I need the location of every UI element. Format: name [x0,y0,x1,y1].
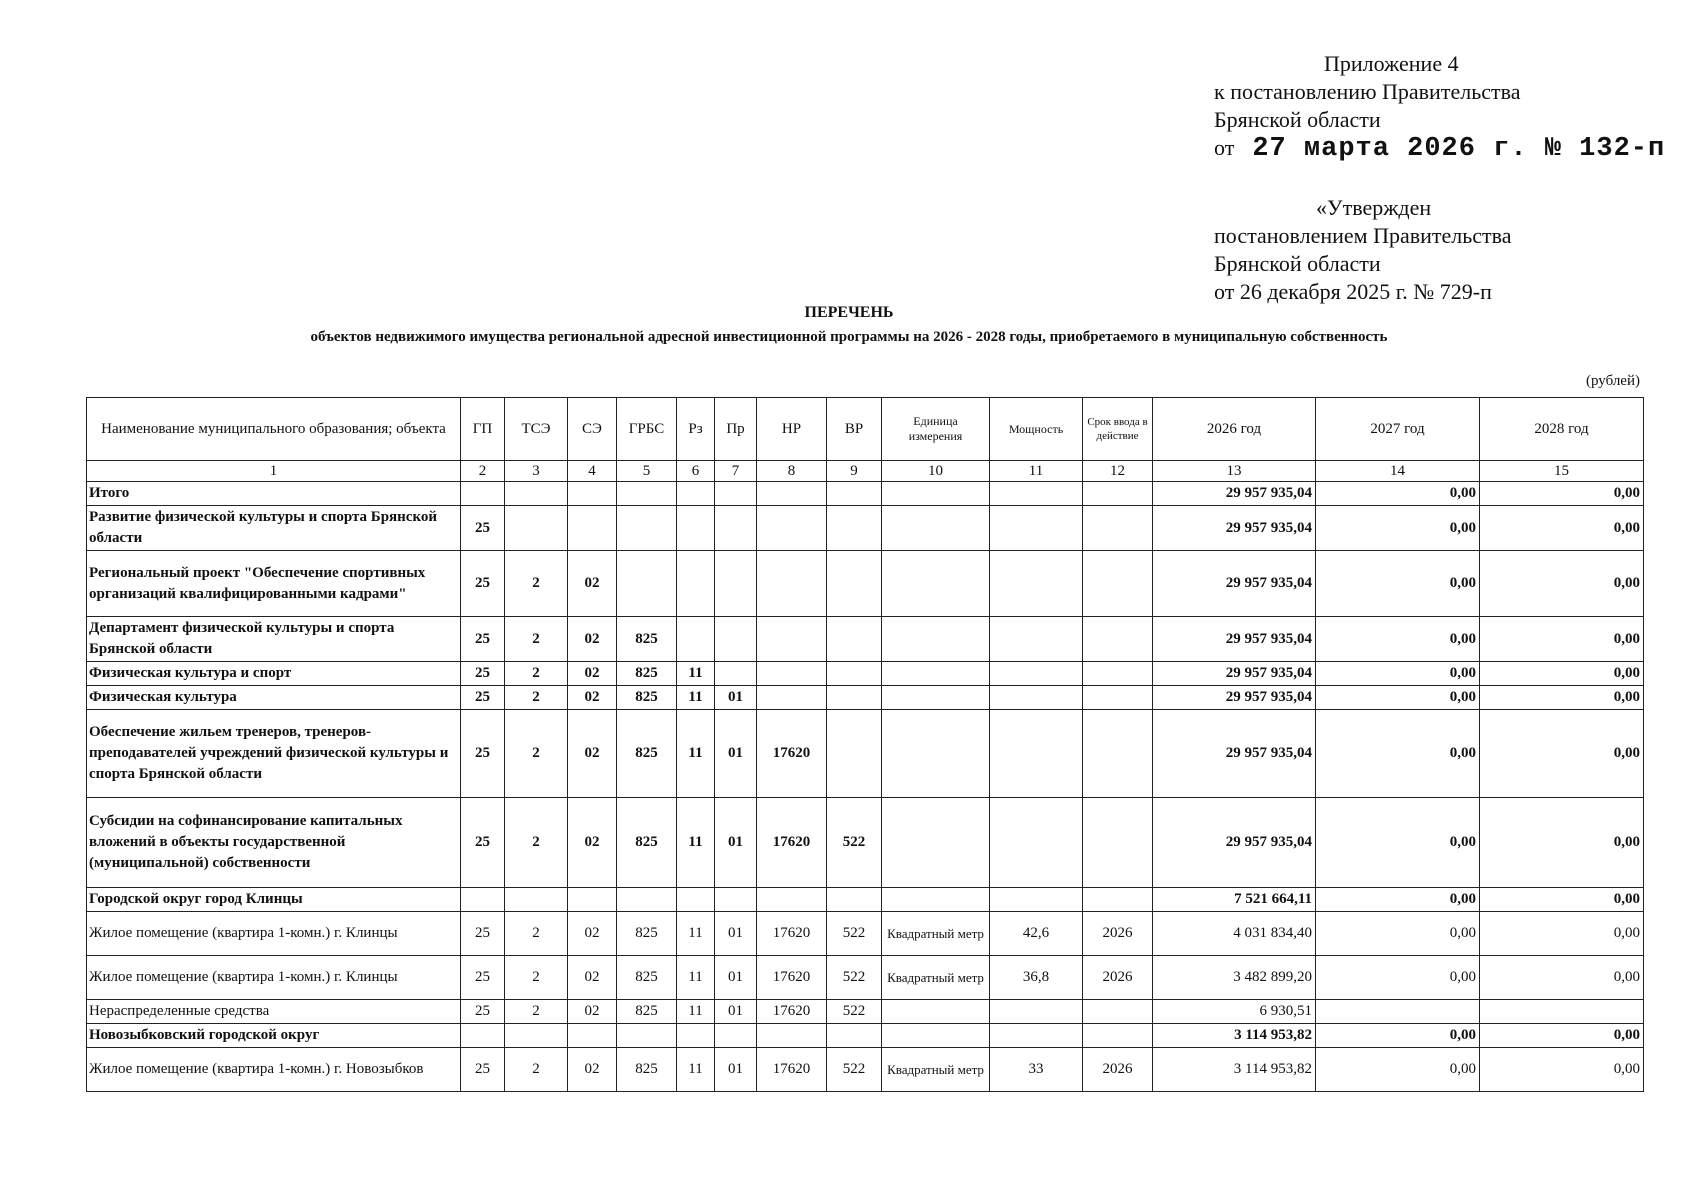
capacity: 33 [990,1048,1083,1092]
table-row [87,912,1644,956]
header-cell: ТСЭ [505,398,568,461]
tse-code: 2 [505,662,568,686]
amount-2028: 0,00 [1480,617,1644,662]
gp-code: 25 [461,1048,505,1092]
amount-2027: 0,00 [1316,888,1480,912]
amount-2026: 4 031 834,40 [1153,912,1316,956]
grbs-code [617,888,677,912]
se-code [568,1024,617,1048]
commissioning-year [1083,482,1153,506]
capacity [990,482,1083,506]
nr-code: 17620 [757,1048,827,1092]
table-row [87,686,1644,710]
rz-code: 11 [677,1048,715,1092]
commissioning-year: 2026 [1083,956,1153,1000]
gp-code: 25 [461,912,505,956]
nr-code [757,888,827,912]
object-name: Городской округ город Клинцы [87,888,461,912]
header-cell: ВР [827,398,882,461]
column-number: 1 [87,461,461,482]
approved-line: от 26 декабря 2025 г. № 729-п [1214,279,1492,304]
se-code: 02 [568,798,617,888]
column-number: 13 [1153,461,1316,482]
tse-code: 2 [505,551,568,617]
gp-code: 25 [461,551,505,617]
unit-of-measure: Квадратный метр [882,912,990,956]
object-name: Субсидии на софинансирование капитальных вложений в объекты государственной (муниципальной) собственности [87,798,461,888]
vr-code [827,662,882,686]
tse-code [505,888,568,912]
amount-2028: 0,00 [1480,888,1644,912]
pr-code: 01 [715,956,757,1000]
se-code: 02 [568,662,617,686]
object-name: Итого [87,482,461,506]
tse-code: 2 [505,710,568,798]
pr-code: 01 [715,1000,757,1024]
se-code: 02 [568,1000,617,1024]
object-name: Развитие физической культуры и спорта Брянской области [87,506,461,551]
table-row [87,551,1644,617]
amount-2027 [1316,1000,1480,1024]
commissioning-year [1083,710,1153,798]
se-code: 02 [568,1048,617,1092]
unit-of-measure [882,551,990,617]
capacity: 42,6 [990,912,1083,956]
capacity: 36,8 [990,956,1083,1000]
rz-code: 11 [677,956,715,1000]
grbs-code: 825 [617,617,677,662]
tse-code [505,506,568,551]
rz-code [677,888,715,912]
capacity [990,798,1083,888]
table-row [87,888,1644,912]
header-cell: ГП [461,398,505,461]
gp-code [461,482,505,506]
rz-code: 11 [677,662,715,686]
date-number-stamp: 27 марта 2026 г. № 132-п [1252,134,1666,164]
rz-code: 11 [677,1000,715,1024]
header-cell: Мощность [990,398,1083,461]
rz-code: 11 [677,686,715,710]
se-code [568,482,617,506]
object-name: Региональный проект "Обеспечение спортивных организаций квалифицированными кадрами" [87,551,461,617]
vr-code [827,710,882,798]
header-cell: 2027 год [1316,398,1480,461]
amount-2028: 0,00 [1480,551,1644,617]
commissioning-year [1083,686,1153,710]
amount-2027: 0,00 [1316,710,1480,798]
amount-2026: 3 482 899,20 [1153,956,1316,1000]
grbs-code: 825 [617,798,677,888]
unit-of-measure [882,798,990,888]
commissioning-year [1083,617,1153,662]
amount-2026: 29 957 935,04 [1153,686,1316,710]
header-cell: СЭ [568,398,617,461]
commissioning-year [1083,551,1153,617]
pr-code [715,506,757,551]
amount-2027: 0,00 [1316,482,1480,506]
amount-2028: 0,00 [1480,686,1644,710]
approved-line: «Утвержден [1316,195,1432,220]
object-name: Физическая культура и спорт [87,662,461,686]
object-name: Жилое помещение (квартира 1-комн.) г. Новозыбков [87,1048,461,1092]
column-number: 4 [568,461,617,482]
gp-code: 25 [461,710,505,798]
vr-code: 522 [827,956,882,1000]
amount-2028: 0,00 [1480,482,1644,506]
nr-code [757,1024,827,1048]
tse-code: 2 [505,686,568,710]
vr-code [827,482,882,506]
capacity [990,551,1083,617]
gp-code [461,888,505,912]
header-cell: Наименование муниципального образования; объекта [87,398,461,461]
nr-code: 17620 [757,798,827,888]
rz-code [677,506,715,551]
capacity [990,506,1083,551]
unit-of-measure [882,662,990,686]
pr-code [715,888,757,912]
approved-line: постановлением Правительства [1214,223,1512,248]
unit-of-measure [882,1000,990,1024]
rz-code [677,482,715,506]
pr-code: 01 [715,912,757,956]
vr-code [827,686,882,710]
appendix-number: Приложение 4 [1324,51,1459,76]
object-name: Жилое помещение (квартира 1-комн.) г. Клинцы [87,912,461,956]
amount-2027: 0,00 [1316,662,1480,686]
nr-code: 17620 [757,912,827,956]
nr-code [757,662,827,686]
unit-of-measure [882,888,990,912]
amount-2027: 0,00 [1316,617,1480,662]
column-number: 11 [990,461,1083,482]
property-table [86,397,1644,1092]
unit-of-measure [882,686,990,710]
tse-code: 2 [505,956,568,1000]
header-cell: 2028 год [1480,398,1644,461]
approved-block [1214,194,1512,306]
commissioning-year [1083,1000,1153,1024]
column-number: 8 [757,461,827,482]
approved-line: Брянской области [1214,251,1381,276]
amount-2028: 0,00 [1480,506,1644,551]
amount-2026: 29 957 935,04 [1153,662,1316,686]
gp-code: 25 [461,686,505,710]
amount-2027: 0,00 [1316,506,1480,551]
pr-code [715,551,757,617]
amount-2026: 3 114 953,82 [1153,1048,1316,1092]
gp-code: 25 [461,617,505,662]
column-number: 3 [505,461,568,482]
table-row [87,1024,1644,1048]
commissioning-year [1083,888,1153,912]
pr-code: 01 [715,686,757,710]
amount-2028: 0,00 [1480,662,1644,686]
tse-code: 2 [505,617,568,662]
se-code: 02 [568,686,617,710]
nr-code [757,617,827,662]
nr-code: 17620 [757,1000,827,1024]
object-name: Нераспределенные средства [87,1000,461,1024]
column-number: 9 [827,461,882,482]
appendix-dateline [1214,134,1665,163]
header-cell: 2026 год [1153,398,1316,461]
vr-code [827,888,882,912]
se-code: 02 [568,551,617,617]
se-code [568,888,617,912]
column-number: 12 [1083,461,1153,482]
object-name: Физическая культура [87,686,461,710]
commissioning-year [1083,1024,1153,1048]
tse-code: 2 [505,912,568,956]
grbs-code [617,1024,677,1048]
pr-code: 01 [715,1048,757,1092]
amount-2027: 0,00 [1316,1048,1480,1092]
appendix-block [1214,50,1665,163]
nr-code: 17620 [757,710,827,798]
grbs-code: 825 [617,662,677,686]
amount-2026: 7 521 664,11 [1153,888,1316,912]
rz-code: 11 [677,710,715,798]
column-number: 2 [461,461,505,482]
gp-code [461,1024,505,1048]
amount-2028: 0,00 [1480,710,1644,798]
capacity [990,888,1083,912]
tse-code: 2 [505,1048,568,1092]
gp-code: 25 [461,662,505,686]
object-name: Обеспечение жильем тренеров, тренеров-преподавателей учреждений физической культуры и спорта Брянской области [87,710,461,798]
vr-code: 522 [827,798,882,888]
header-cell: НР [757,398,827,461]
grbs-code: 825 [617,710,677,798]
vr-code [827,506,882,551]
units-note: (рублей) [1585,373,1640,389]
table-row [87,1048,1644,1092]
nr-code [757,482,827,506]
unit-of-measure [882,506,990,551]
column-number: 7 [715,461,757,482]
amount-2028: 0,00 [1480,1048,1644,1092]
capacity [990,1024,1083,1048]
unit-of-measure: Квадратный метр [882,956,990,1000]
vr-code [827,617,882,662]
amount-2026: 3 114 953,82 [1153,1024,1316,1048]
pr-code: 01 [715,710,757,798]
commissioning-year [1083,506,1153,551]
unit-of-measure: Квадратный метр [882,1048,990,1092]
commissioning-year [1083,798,1153,888]
rz-code [677,551,715,617]
pr-code [715,482,757,506]
tse-code: 2 [505,1000,568,1024]
amount-2027: 0,00 [1316,1024,1480,1048]
object-name: Новозыбковский городской округ [87,1024,461,1048]
amount-2027: 0,00 [1316,686,1480,710]
amount-2027: 0,00 [1316,798,1480,888]
unit-of-measure [882,482,990,506]
grbs-code: 825 [617,1000,677,1024]
column-number: 14 [1316,461,1480,482]
appendix-line: к постановлению Правительства [1214,79,1521,104]
amount-2027: 0,00 [1316,912,1480,956]
amount-2027: 0,00 [1316,956,1480,1000]
se-code: 02 [568,956,617,1000]
vr-code: 522 [827,1048,882,1092]
capacity [990,662,1083,686]
document-title: ПЕРЕЧЕНЬ [804,304,894,321]
nr-code [757,686,827,710]
amount-2028 [1480,1000,1644,1024]
commissioning-year [1083,662,1153,686]
table-header-row [87,398,1644,461]
amount-2026: 29 957 935,04 [1153,617,1316,662]
vr-code: 522 [827,1000,882,1024]
header-cell: Рз [677,398,715,461]
amount-2027: 0,00 [1316,551,1480,617]
header-cell: Срок ввода в действие [1083,398,1153,461]
unit-of-measure [882,1024,990,1048]
rz-code [677,1024,715,1048]
grbs-code: 825 [617,912,677,956]
column-number: 5 [617,461,677,482]
se-code: 02 [568,710,617,798]
amount-2028: 0,00 [1480,798,1644,888]
column-number: 15 [1480,461,1644,482]
capacity [990,1000,1083,1024]
commissioning-year: 2026 [1083,912,1153,956]
gp-code: 25 [461,956,505,1000]
amount-2028: 0,00 [1480,1024,1644,1048]
document-subtitle: объектов недвижимого имущества региональной адресной инвестиционной программы на 2026 - 2028 годы, приобретаемого в муниципальную собственность [310,329,1388,345]
appendix-prefix: от [1214,135,1235,160]
grbs-code [617,506,677,551]
rz-code: 11 [677,798,715,888]
commissioning-year: 2026 [1083,1048,1153,1092]
table-row [87,662,1644,686]
header-cell: Единица измерения [882,398,990,461]
pr-code [715,617,757,662]
amount-2026: 6 930,51 [1153,1000,1316,1024]
amount-2028: 0,00 [1480,956,1644,1000]
nr-code [757,551,827,617]
header-cell: Пр [715,398,757,461]
table-row [87,956,1644,1000]
appendix-line: Брянской области [1214,107,1381,132]
capacity [990,617,1083,662]
table-row [87,1000,1644,1024]
capacity [990,686,1083,710]
nr-code [757,506,827,551]
column-number-row [87,461,1644,482]
unit-of-measure [882,617,990,662]
amount-2026: 29 957 935,04 [1153,506,1316,551]
se-code: 02 [568,617,617,662]
unit-of-measure [882,710,990,798]
pr-code: 01 [715,798,757,888]
gp-code: 25 [461,506,505,551]
tse-code [505,1024,568,1048]
header-cell: ГРБС [617,398,677,461]
table-row [87,798,1644,888]
grbs-code [617,551,677,617]
vr-code [827,551,882,617]
table-row [87,617,1644,662]
nr-code: 17620 [757,956,827,1000]
object-name: Жилое помещение (квартира 1-комн.) г. Клинцы [87,956,461,1000]
grbs-code: 825 [617,956,677,1000]
grbs-code: 825 [617,686,677,710]
se-code: 02 [568,912,617,956]
amount-2028: 0,00 [1480,912,1644,956]
tse-code: 2 [505,798,568,888]
table-row [87,506,1644,551]
vr-code [827,1024,882,1048]
pr-code [715,662,757,686]
capacity [990,710,1083,798]
table-row [87,710,1644,798]
pr-code [715,1024,757,1048]
column-number: 10 [882,461,990,482]
gp-code: 25 [461,798,505,888]
rz-code [677,617,715,662]
amount-2026: 29 957 935,04 [1153,710,1316,798]
gp-code: 25 [461,1000,505,1024]
tse-code [505,482,568,506]
object-name: Департамент физической культуры и спорта Брянской области [87,617,461,662]
table-row [87,482,1644,506]
rz-code: 11 [677,912,715,956]
amount-2026: 29 957 935,04 [1153,798,1316,888]
grbs-code [617,482,677,506]
column-number: 6 [677,461,715,482]
se-code [568,506,617,551]
vr-code: 522 [827,912,882,956]
grbs-code: 825 [617,1048,677,1092]
amount-2026: 29 957 935,04 [1153,482,1316,506]
amount-2026: 29 957 935,04 [1153,551,1316,617]
